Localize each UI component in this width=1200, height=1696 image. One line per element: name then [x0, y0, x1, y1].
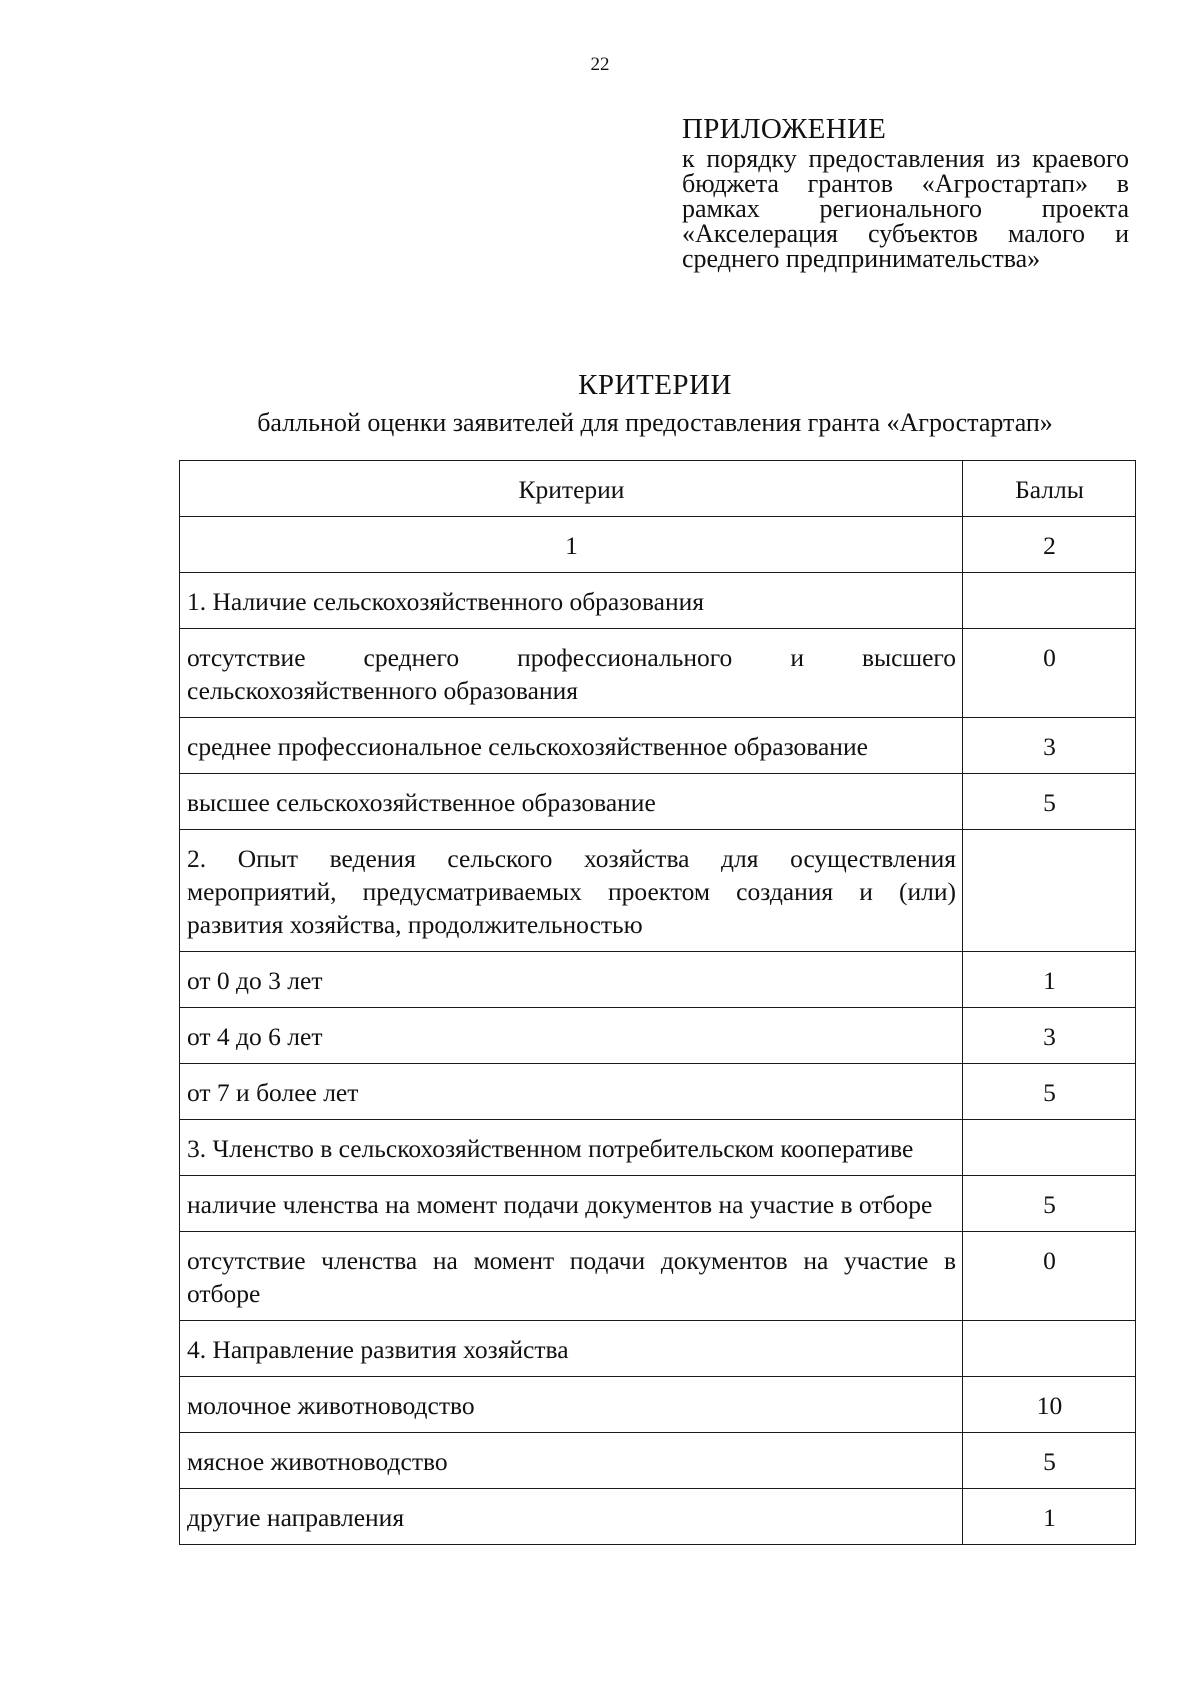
column-number-row — [180, 517, 1136, 573]
table-row — [180, 1064, 1136, 1120]
header-score: Баллы — [963, 461, 1136, 517]
score-cell: 3 — [963, 1008, 1136, 1064]
table-row — [180, 830, 1136, 952]
column-number-1: 1 — [180, 517, 963, 573]
table-row — [180, 952, 1136, 1008]
criterion-cell: высшее сельскохозяйственное образование — [180, 774, 963, 830]
appendix-text: к порядку предоставления из краевого бюджета грантов «Агростартап» в рамках регионального проекта «Акселерация субъектов малого и среднего предпринимательства» — [682, 144, 1129, 273]
criterion-cell: мясное животноводство — [180, 1433, 963, 1489]
header-criteria: Критерии — [180, 461, 963, 517]
table-row — [180, 1232, 1136, 1321]
heading-title: КРИТЕРИИ — [578, 369, 732, 401]
table-row — [180, 718, 1136, 774]
heading-subtitle: балльной оценки заявителей для предоставления гранта «Агростартап» — [257, 408, 1053, 437]
score-cell: 5 — [963, 1064, 1136, 1120]
criterion-cell: 4. Направление развития хозяйства — [180, 1321, 963, 1377]
score-cell: 1 — [963, 952, 1136, 1008]
score-cell: 1 — [963, 1489, 1136, 1545]
criterion-cell: отсутствие членства на момент подачи документов на участие в отборе — [180, 1232, 963, 1321]
criterion-cell: наличие членства на момент подачи документов на участие в отборе — [180, 1176, 963, 1232]
column-number-2: 2 — [963, 517, 1136, 573]
score-cell — [963, 1321, 1136, 1377]
table-row — [180, 1120, 1136, 1176]
table-header-row — [180, 461, 1136, 517]
criterion-cell: другие направления — [180, 1489, 963, 1545]
table-row — [180, 1377, 1136, 1433]
criterion-cell: отсутствие среднего профессионального и высшего сельскохозяйственного образования — [180, 629, 963, 718]
criterion-cell: от 4 до 6 лет — [180, 1008, 963, 1064]
appendix-title: ПРИЛОЖЕНИЕ — [682, 113, 887, 145]
score-cell — [963, 830, 1136, 952]
table-row — [180, 774, 1136, 830]
table-row — [180, 1489, 1136, 1545]
document-heading — [0, 368, 1200, 440]
criterion-cell: 3. Членство в сельскохозяйственном потребительском кооперативе — [180, 1120, 963, 1176]
criterion-cell: 1. Наличие сельскохозяйственного образования — [180, 573, 963, 629]
score-cell — [963, 573, 1136, 629]
table-row — [180, 1176, 1136, 1232]
criteria-table — [179, 460, 1136, 1545]
score-cell: 10 — [963, 1377, 1136, 1433]
score-cell: 0 — [963, 629, 1136, 718]
criterion-cell: среднее профессиональное сельскохозяйственное образование — [180, 718, 963, 774]
score-cell — [963, 1120, 1136, 1176]
table-row — [180, 1433, 1136, 1489]
criterion-cell: молочное животноводство — [180, 1377, 963, 1433]
score-cell: 0 — [963, 1232, 1136, 1321]
table-row — [180, 1008, 1136, 1064]
criterion-cell: от 0 до 3 лет — [180, 952, 963, 1008]
score-cell: 5 — [963, 774, 1136, 830]
table-row — [180, 629, 1136, 718]
criterion-cell: 2. Опыт ведения сельского хозяйства для осуществления мероприятий, предусматриваемых проектом создания и (или) развития хозяйства, продолжительностью — [180, 830, 963, 952]
score-cell: 3 — [963, 718, 1136, 774]
page-number: 22 — [590, 54, 610, 75]
criterion-cell: от 7 и более лет — [180, 1064, 963, 1120]
score-cell: 5 — [963, 1176, 1136, 1232]
score-cell: 5 — [963, 1433, 1136, 1489]
table-row — [180, 1321, 1136, 1377]
table-row — [180, 573, 1136, 629]
appendix-block — [682, 112, 1129, 271]
